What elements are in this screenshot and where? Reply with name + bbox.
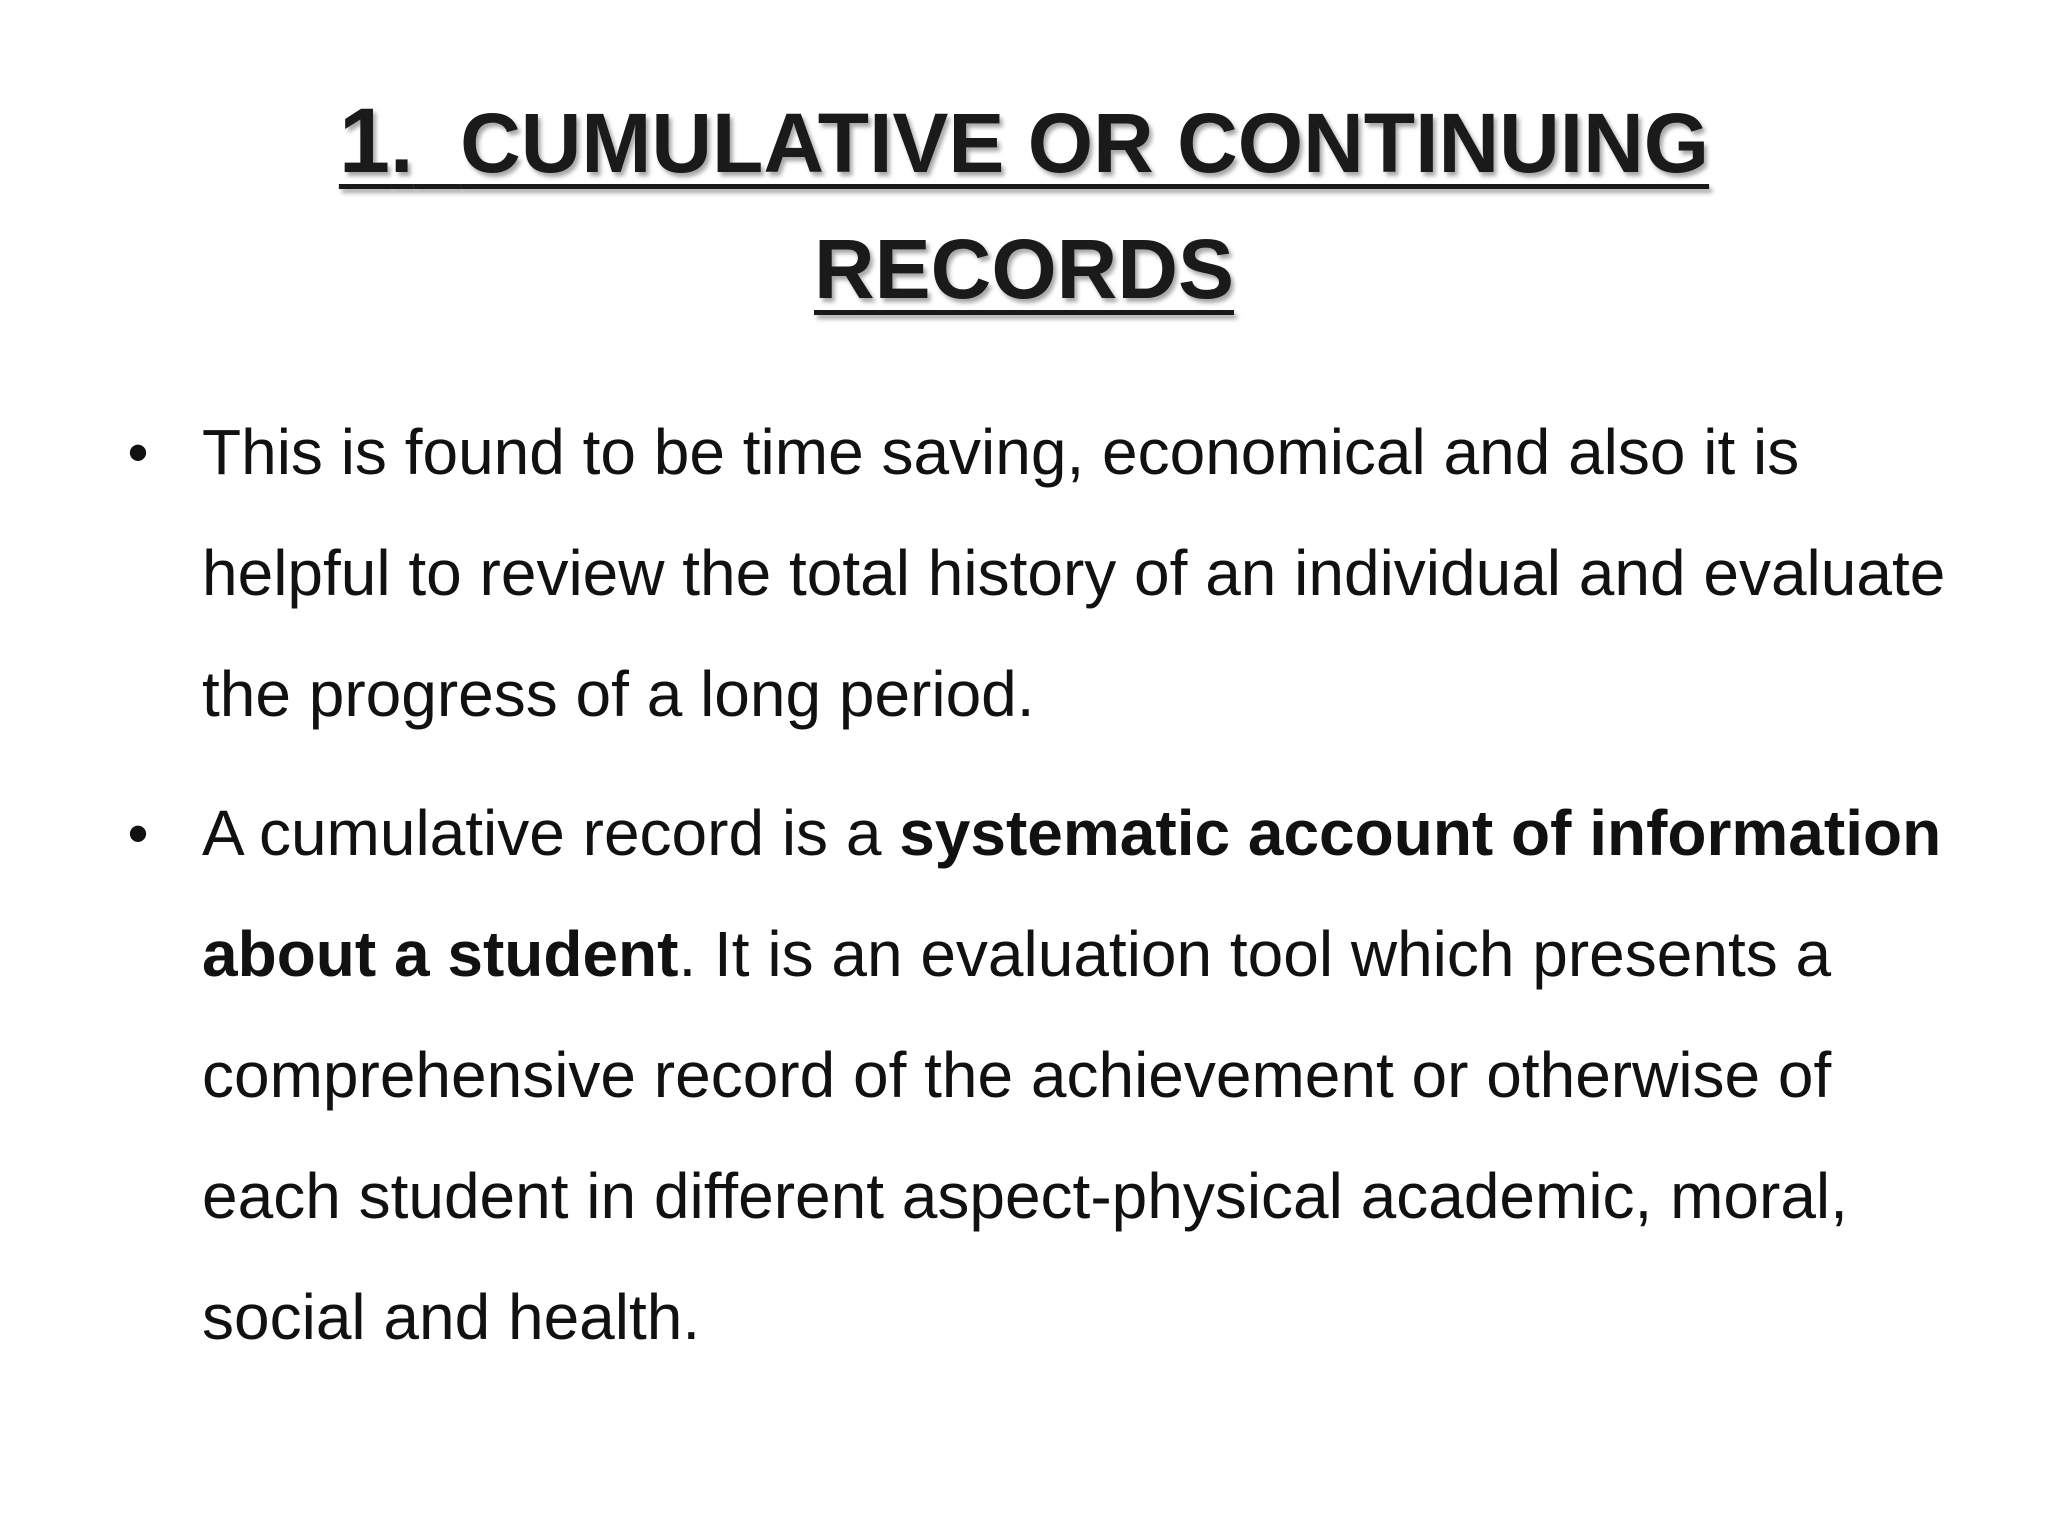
slide-title [0,78,2048,332]
bullet-dot-icon: • [127,800,149,867]
title-text-line-1: CUMULATIVE OR CONTINUING [460,96,1710,190]
bullet-dot-icon: • [127,419,149,486]
title-line-2 [814,206,1234,332]
bullet-rest-text: . It is an evaluation tool which presents a comprehensive record of the achievement or otherwise of each student in different aspect-physical academic, moral, social and health. [202,918,1848,1353]
bullet-item-2 [118,773,1948,1378]
bullet-list [118,392,1948,1396]
title-text-line-2: RECORDS [813,222,1235,316]
title-separator: . [390,96,414,190]
bullet-bold-text: systematic account of information about a student [202,797,1942,990]
bullet-lead-text: A cumulative record is a [202,797,900,869]
title-line-1 [339,78,1709,206]
bullet-item-1 [118,392,1948,755]
title-number: 1 [338,90,391,192]
bullet-text: This is found to be time saving, economical and also it is helpful to review the total history of an individual and evaluate the progress of a long period. [202,416,1946,730]
